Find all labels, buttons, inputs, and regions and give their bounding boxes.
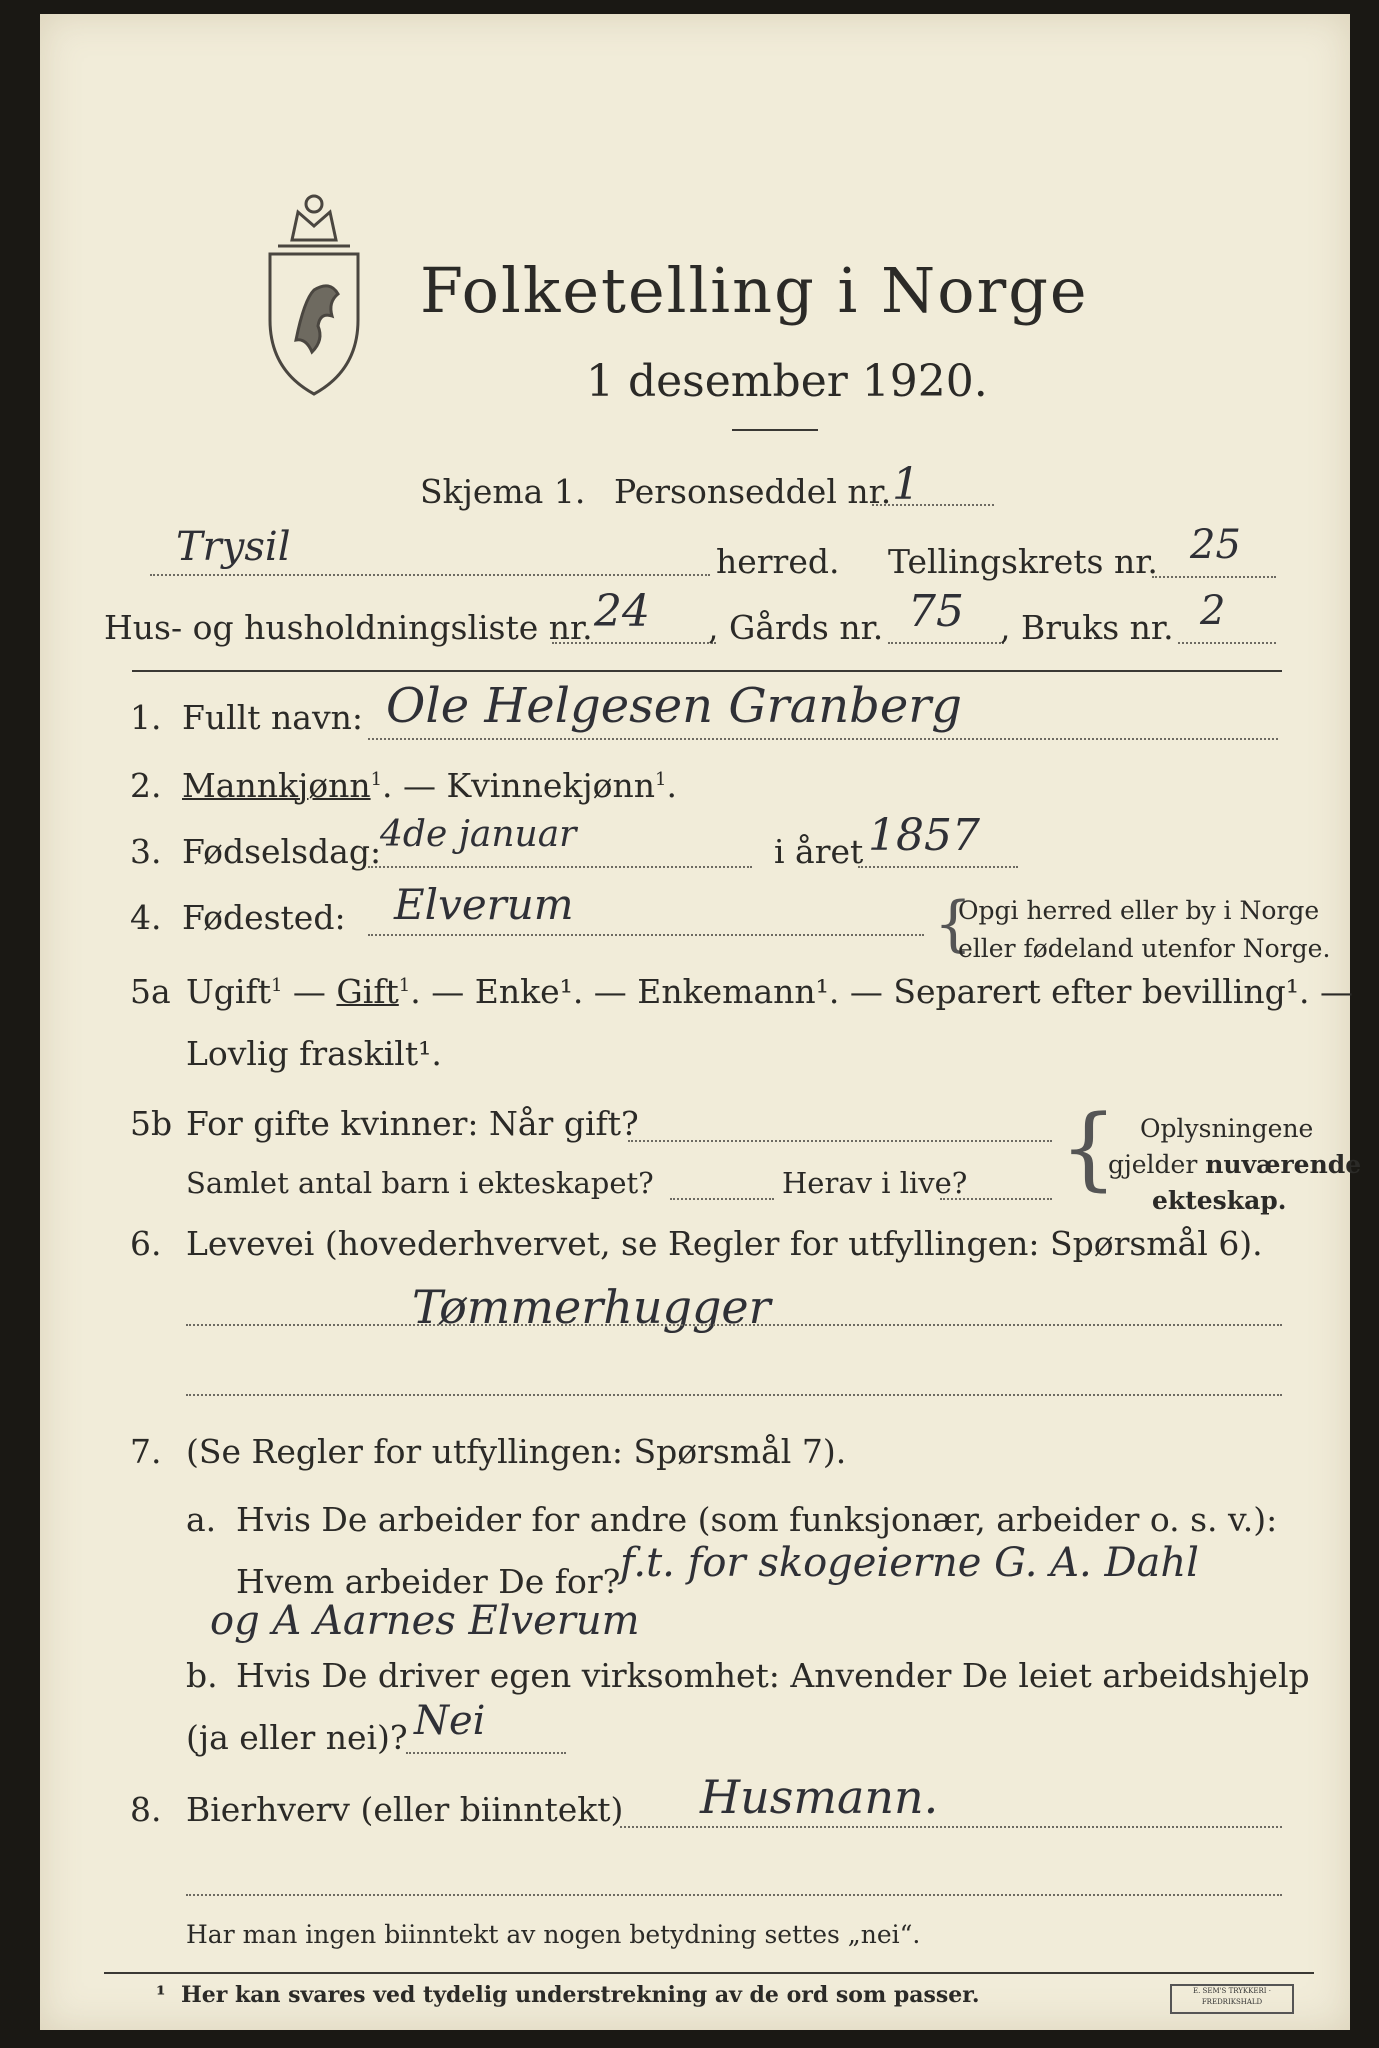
q5b-number: 5b [130, 1104, 173, 1143]
q7-label: (Se Regler for utfyllingen: Spørsmål 7). [186, 1432, 847, 1471]
q4-line [368, 934, 924, 936]
q5b-note-line1: Oplysningene [1140, 1114, 1314, 1143]
tellingskrets-value: 25 [1190, 522, 1241, 568]
footer-note: Har man ingen biinntekt av nogen betydning settes „nei“. [186, 1920, 921, 1949]
q4-brace: { [934, 889, 973, 959]
q6-line1 [186, 1324, 1282, 1326]
husliste-label: Hus- og husholdningsliste nr. [104, 608, 593, 647]
q5a-other-options: — Enke¹. — Enkemann¹. — Separert efter bevilling¹. — [431, 972, 1353, 1011]
q3-line [368, 866, 752, 868]
q4-number: 4. [130, 898, 162, 937]
q4-note-line2: eller fødeland utenfor Norge. [958, 934, 1331, 963]
q5b-children-line [670, 1198, 774, 1200]
personseddel-label: Personseddel nr. [614, 472, 892, 511]
q2-gender-options: Mannkjønn$^1$. — Kvinnekjønn$^1$. [182, 766, 677, 805]
footnote-text: Her kan svares ved tydelig understrekning av de ord som passer. [180, 1982, 980, 2008]
q8-label: Bierhverv (eller biinntekt) [186, 1790, 624, 1829]
q5a-ugift-option: Ugift [186, 972, 271, 1011]
q2-number: 2. [130, 766, 162, 805]
q5a-gift-option: Gift [336, 972, 399, 1011]
q3-year-value: 1857 [868, 810, 980, 861]
q5b-line2: Samlet antal barn i ekteskapet? [186, 1166, 654, 1200]
q5b-herav: Herav i live? [782, 1166, 968, 1200]
q5b-married-line [628, 1140, 1052, 1142]
q7b-line2: (ja eller nei)? [186, 1718, 408, 1757]
q5b-brace: { [1060, 1096, 1118, 1201]
q4-label: Fødested: [182, 898, 346, 937]
q1-line [368, 738, 1278, 740]
personseddel-value: 1 [892, 459, 920, 510]
q6-occupation-value: Tømmerhugger [412, 1280, 771, 1334]
census-form [40, 14, 1362, 2030]
census-date: 1 desember 1920. [586, 356, 988, 407]
herred-value: Trysil [176, 524, 291, 570]
q1-full-name: Ole Helgesen Granberg [386, 678, 962, 734]
q1-label: Fullt navn: [182, 698, 363, 737]
husliste-value: 24 [594, 586, 650, 637]
q7a-employer-value1: f.t. for skogeierne G. A. Dahl [620, 1540, 1199, 1586]
q5b-note-line2 [1108, 1150, 1361, 1179]
q3-year-line [858, 866, 1018, 868]
q8-line1 [620, 1826, 1282, 1828]
q3-label: Fødselsdag: [182, 832, 382, 871]
q6-number: 6. [130, 1224, 162, 1263]
footnote-number: ¹ [156, 1982, 166, 2008]
skjema-label: Skjema 1. [420, 472, 586, 511]
footnote [156, 1982, 980, 2008]
form-title: Folketelling i Norge [420, 254, 1089, 327]
q3-number: 3. [130, 832, 162, 871]
q6-line2 [186, 1394, 1282, 1396]
header-rule [132, 670, 1282, 672]
q7a-line1: Hvis De arbeider for andre (som funksjonær, arbeider o. s. v.): [236, 1500, 1278, 1539]
bruks-label: , Bruks nr. [1000, 608, 1174, 647]
q2-female-option: . — Kvinnekjønn [382, 766, 655, 805]
printer-stamp: E. SEM'S TRYKKERI · FREDRIKSHALD [1170, 1984, 1294, 2014]
tellingskrets-line [1152, 576, 1276, 578]
q7b-number: b. [186, 1656, 218, 1695]
gards-line [888, 642, 1004, 644]
bruks-value: 2 [1200, 588, 1226, 634]
q2-male-option: Mannkjønn [182, 766, 371, 805]
q2-end: . [666, 766, 677, 805]
q1-number: 1. [130, 698, 162, 737]
q5a-line2: Lovlig fraskilt¹. [186, 1034, 442, 1073]
q3-birthday-value: 4de januar [380, 814, 577, 855]
q4-note-line1: Opgi herred eller by i Norge [958, 896, 1320, 925]
q7b-value: Nei [414, 1698, 486, 1744]
q8-line2 [186, 1894, 1282, 1896]
q5b-line1: For gifte kvinner: Når gift? [186, 1104, 639, 1143]
q5a-number: 5a [130, 972, 171, 1011]
q7-number: 7. [130, 1432, 162, 1471]
herred-line [150, 574, 710, 576]
footer-rule [104, 1972, 1314, 1974]
q4-birthplace-value: Elverum [394, 880, 574, 929]
q6-label: Levevei (hovederhvervet, se Regler for utfyllingen: Spørsmål 6). [186, 1224, 1263, 1263]
q5b-alive-line [940, 1198, 1052, 1200]
husliste-line [552, 642, 716, 644]
title-divider [732, 429, 818, 431]
q7a-line2: Hvem arbeider De for? [236, 1562, 621, 1601]
tellingskrets-label: Tellingskrets nr. [888, 542, 1158, 581]
q5a-marital-options: Ugift$^1$ — Gift$^1$. — Enke¹. — Enkemann¹. — Separert efter bevilling¹. — [186, 972, 1353, 1011]
gards-value: 75 [908, 586, 964, 637]
q8-value: Husmann. [700, 1770, 939, 1824]
q7b-line1: Hvis De driver egen virksomhet: Anvender De leiet arbeidshjelp [236, 1656, 1310, 1695]
personseddel-line [872, 504, 994, 506]
q3-year-label: i året [774, 832, 864, 871]
q7a-employer-value2: og A Aarnes Elverum [210, 1598, 640, 1644]
coat-of-arms-icon [258, 190, 370, 400]
q7a-number: a. [186, 1500, 217, 1539]
q8-number: 8. [130, 1790, 162, 1829]
gards-label: , Gårds nr. [708, 608, 884, 647]
q7b-line [406, 1752, 566, 1754]
herred-label: herred. [716, 542, 840, 581]
q5b-note-nuvaerende: nuværende [1205, 1150, 1362, 1179]
q5b-note-line3: ekteskap. [1152, 1186, 1287, 1215]
q5b-note-gjelder: gjelder [1108, 1150, 1198, 1179]
bruks-line [1178, 642, 1276, 644]
